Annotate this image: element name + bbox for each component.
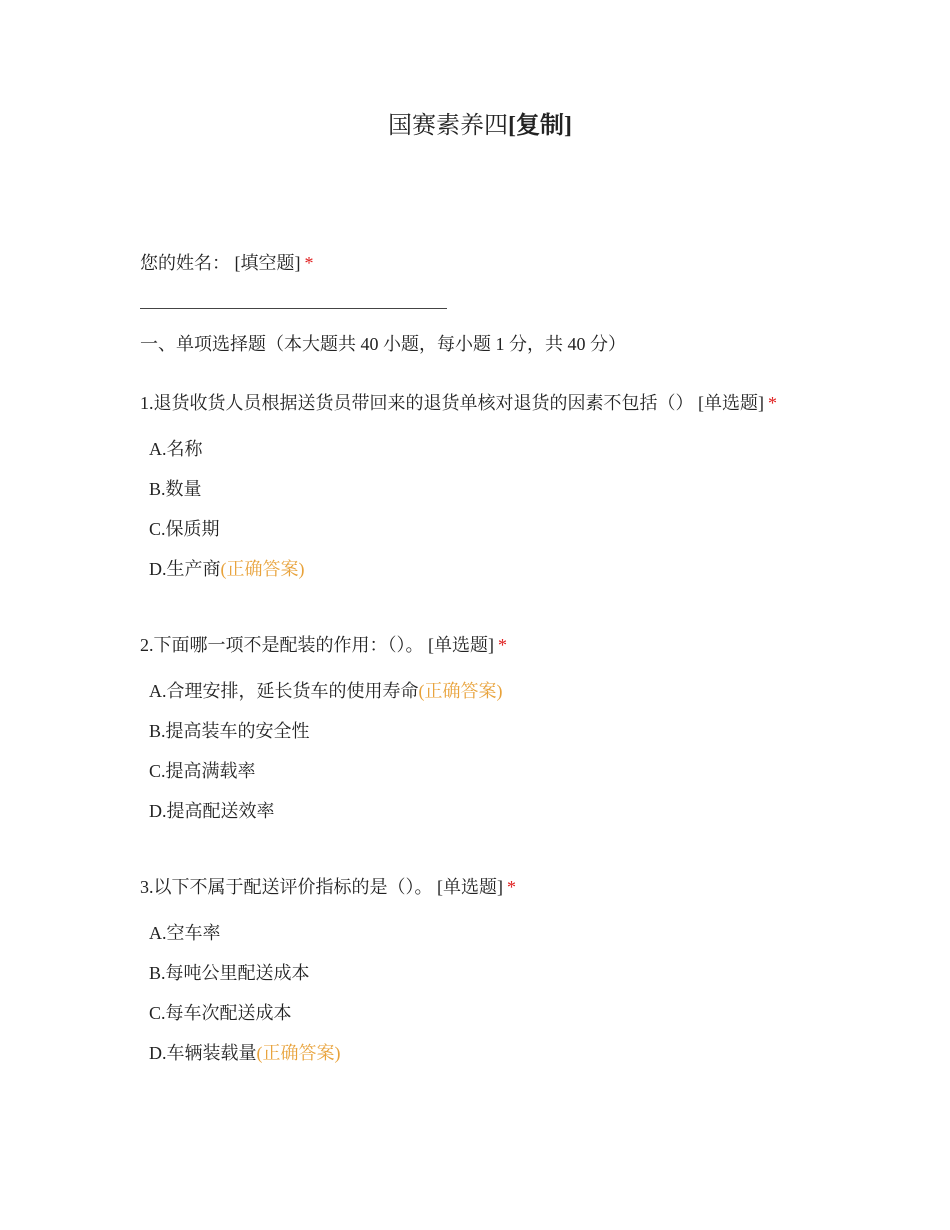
question-text: 2.下面哪一项不是配装的作用：（）。 bbox=[140, 635, 424, 655]
question-1-title bbox=[140, 390, 777, 416]
question-text: 3.以下不属于配送评价指标的是（）。 bbox=[140, 877, 433, 897]
option-3c bbox=[149, 1000, 292, 1026]
option-label: D.提高配送效率 bbox=[149, 801, 275, 821]
option-1b bbox=[149, 476, 202, 502]
question-type: [单选题] bbox=[428, 635, 494, 655]
correct-answer-tag: (正确答案) bbox=[220, 559, 305, 579]
option-2b bbox=[149, 718, 310, 744]
option-2c bbox=[149, 758, 256, 784]
option-label: C.提高满载率 bbox=[149, 761, 256, 781]
option-label: D.生产商 bbox=[149, 559, 221, 579]
question-type: [单选题] bbox=[437, 877, 503, 897]
name-answer-line bbox=[140, 308, 447, 309]
page-title bbox=[0, 110, 950, 142]
option-label: D.车辆装载量 bbox=[149, 1043, 257, 1063]
survey-title: 国赛素养四 bbox=[388, 113, 508, 139]
option-1d bbox=[149, 556, 305, 582]
option-1c bbox=[149, 516, 220, 542]
question-type: [填空题] bbox=[234, 253, 301, 273]
question-text: 1.退货收货人员根据送货员带回来的退货单核对退货的因素不包括（） bbox=[140, 393, 694, 413]
option-label: A.空车率 bbox=[149, 923, 221, 943]
option-label: B.数量 bbox=[149, 479, 202, 499]
required-mark: * bbox=[507, 877, 516, 897]
question-2-title bbox=[140, 632, 507, 658]
option-label: A.合理安排，延长货车的使用寿命 bbox=[149, 681, 419, 701]
copy-tag: [复制] bbox=[508, 113, 572, 139]
name-question-label: 您的姓名： bbox=[140, 253, 230, 273]
option-1a bbox=[149, 436, 203, 462]
question-3-title bbox=[140, 874, 516, 900]
name-question bbox=[140, 250, 314, 276]
correct-answer-tag: (正确答案) bbox=[256, 1043, 341, 1063]
option-label: A.名称 bbox=[149, 439, 203, 459]
option-3b bbox=[149, 960, 310, 986]
required-mark: * bbox=[304, 253, 314, 273]
option-label: B.提高装车的安全性 bbox=[149, 721, 310, 741]
option-label: C.保质期 bbox=[149, 519, 220, 539]
option-2a bbox=[149, 678, 503, 704]
option-label: B.每吨公里配送成本 bbox=[149, 963, 310, 983]
question-type: [单选题] bbox=[698, 393, 764, 413]
option-3d bbox=[149, 1040, 341, 1066]
section-heading: 一、单项选择题（本大题共 40 小题，每小题 1 分，共 40 分） bbox=[140, 334, 626, 354]
option-3a bbox=[149, 920, 221, 946]
option-2d bbox=[149, 798, 275, 824]
required-mark: * bbox=[498, 635, 507, 655]
correct-answer-tag: (正确答案) bbox=[418, 681, 503, 701]
option-label: C.每车次配送成本 bbox=[149, 1003, 292, 1023]
required-mark: * bbox=[768, 393, 777, 413]
